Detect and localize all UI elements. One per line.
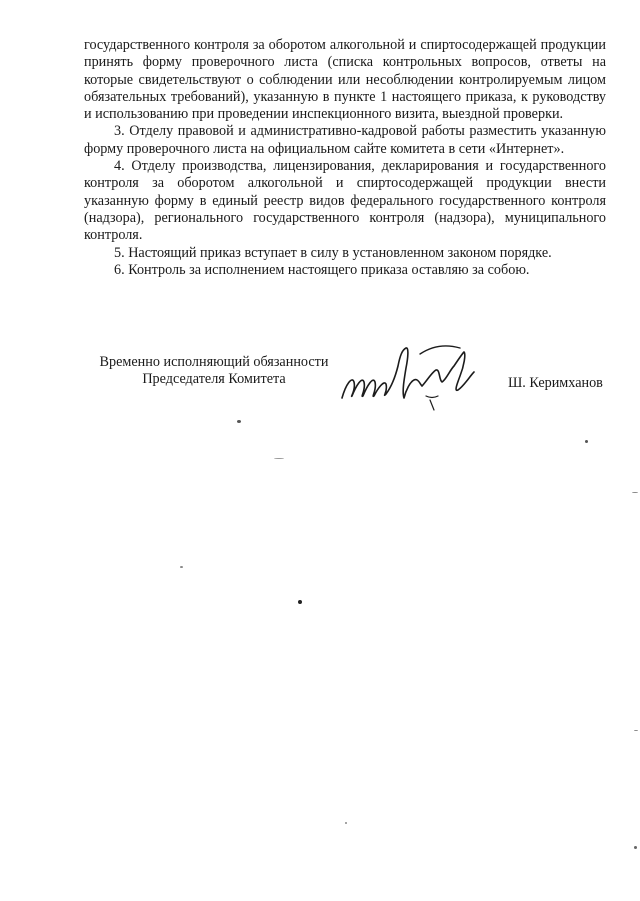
scan-speck — [345, 822, 347, 824]
signatory-title — [84, 354, 344, 389]
paragraph-item-4: 4. Отделу производства, лицензирования, декларирования и государственного контроля за оборотом алкогольной и спиртосодержащей продукции внести указанную форму в единый реестр видов федерального государственного контроля (надзора), регионального государственного контроля (надзора), муниципального контроля. — [84, 158, 606, 244]
signer-name: Ш. Керимханов — [508, 375, 603, 391]
scan-speck — [634, 846, 637, 849]
signatory-title-line-1: Временно исполняющий обязанности — [99, 354, 329, 370]
scan-speck — [585, 440, 588, 443]
paragraph-item-3: 3. Отделу правовой и административно-кадровой работы разместить указанную форму проверочного листа на официальном сайте комитета в сети «Интернет». — [84, 123, 606, 157]
scan-speck — [237, 420, 241, 423]
paragraph-continuation: государственного контроля за оборотом алкогольной и спиртосодержащей продукции принять форму проверочного листа (списка контрольных вопросов, ответы на которые свидетельствуют о соблюдении или несоблюдении контролируемым лицом обязательных требований), указанную в пункте 1 настоящего приказа, к руководству и использованию при проведении инспекционного визита, выездной проверки. — [84, 37, 606, 123]
paragraph-item-6: 6. Контроль за исполнением настоящего приказа оставляю за собою. — [114, 261, 530, 278]
scan-speck — [298, 600, 302, 604]
document-body — [84, 37, 606, 279]
paragraph-item-5: 5. Настоящий приказ вступает в силу в установленном законом порядке. — [114, 244, 552, 261]
handwritten-signature — [336, 336, 486, 416]
scan-speck — [180, 566, 183, 568]
scan-speck — [634, 730, 638, 731]
signatory-title-line-2: Председателя Комитета — [142, 371, 286, 388]
scan-speck — [274, 458, 284, 459]
scan-speck — [632, 492, 638, 493]
